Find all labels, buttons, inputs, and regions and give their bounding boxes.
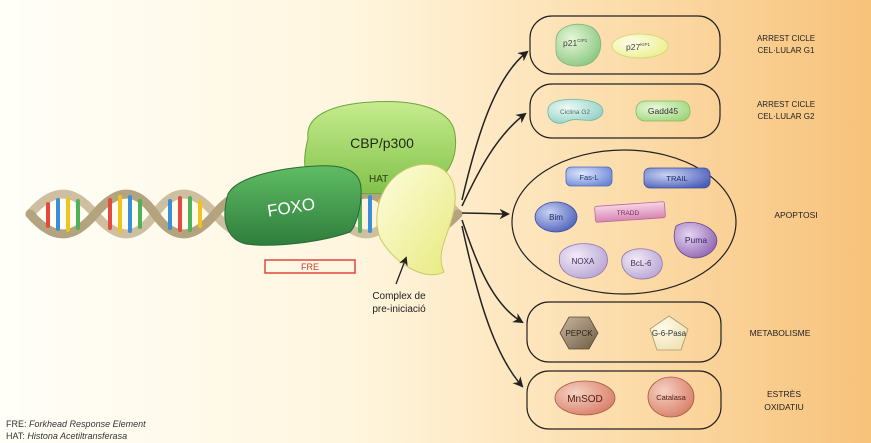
bcl-6-label: BcL-6 bbox=[630, 259, 652, 268]
puma-label: Puma bbox=[684, 235, 708, 245]
hat-label: HAT bbox=[369, 174, 389, 185]
group-estres-label-line1: ESTRÈS bbox=[766, 389, 802, 399]
protein-g6pasa bbox=[650, 316, 688, 350]
protein-mnsod bbox=[555, 381, 615, 415]
bim-label: Bim bbox=[549, 213, 563, 222]
gadd45-label: Gadd45 bbox=[647, 106, 679, 116]
arrow-to-g1 bbox=[462, 52, 527, 200]
catalasa-label: Catalasa bbox=[656, 393, 686, 402]
legend bbox=[6, 418, 146, 442]
cbp-p300-label: CBP/p300 bbox=[350, 135, 414, 151]
legend-hat-full: Histona Acetiltransferasa bbox=[27, 431, 128, 441]
tradd-label: TRADD bbox=[616, 210, 640, 217]
protein-fas-l bbox=[566, 167, 612, 186]
legend-fre-abbr: FRE: bbox=[6, 419, 27, 429]
legend-fre bbox=[6, 418, 146, 430]
protein-noxa bbox=[559, 244, 607, 279]
group-g1-label-line1: ARREST CICLE bbox=[756, 34, 816, 43]
foxo-label: FOXO bbox=[265, 194, 317, 221]
protein-bcl-6 bbox=[622, 249, 663, 279]
legend-hat-abbr: HAT: bbox=[6, 431, 25, 441]
group-apoptosi bbox=[512, 150, 818, 294]
protein-p21 bbox=[556, 24, 601, 66]
group-metabolisme bbox=[527, 302, 811, 362]
group-g2-arrest bbox=[530, 84, 815, 138]
target-arrows bbox=[462, 52, 527, 386]
ciclina-g2-label: Ciclina G2 bbox=[560, 109, 590, 116]
mnsod-label: MnSOD bbox=[567, 394, 603, 405]
arrow-to-apoptosi bbox=[462, 213, 508, 214]
fas-l-label: Fas-L bbox=[579, 173, 599, 182]
protein-puma bbox=[674, 222, 717, 258]
foxo-protein bbox=[225, 166, 361, 246]
arrow-to-estres bbox=[462, 226, 522, 386]
protein-pepck bbox=[560, 317, 598, 349]
protein-trail bbox=[644, 168, 710, 188]
g6pasa-label: G-6-Pasa bbox=[651, 329, 687, 338]
group-g1-arrest bbox=[530, 16, 815, 74]
legend-fre-full: Forkhead Response Element bbox=[29, 419, 146, 429]
group-apoptosi-label: APOPTOSI bbox=[774, 210, 818, 220]
fre-box bbox=[265, 260, 355, 273]
pepck-label: PEPCK bbox=[565, 329, 593, 338]
p27-main: p27 bbox=[626, 42, 641, 52]
noxa-label: NOXA bbox=[571, 257, 595, 266]
protein-bim bbox=[535, 202, 577, 232]
group-g1-label-line2: CEL·LULAR G1 bbox=[757, 46, 815, 55]
group-metabolisme-box bbox=[527, 302, 721, 362]
group-metabolisme-label: METABOLISME bbox=[749, 328, 811, 338]
p21-main: p21 bbox=[563, 38, 578, 48]
arrow-to-metabolisme bbox=[462, 220, 522, 322]
group-g2-label-line1: ARREST CICLE bbox=[756, 100, 816, 109]
p21-sup: CIP1 bbox=[577, 38, 588, 43]
protein-p27 bbox=[612, 34, 668, 58]
protein-tradd bbox=[595, 202, 666, 223]
legend-hat bbox=[6, 430, 146, 442]
group-estres-label-line2: OXIDATIU bbox=[764, 402, 804, 412]
p27-sup: KIP1 bbox=[640, 42, 650, 47]
complex-label-line2: pre-iniciació bbox=[372, 304, 426, 315]
complex-label-line1: Complex de bbox=[372, 291, 426, 302]
protein-ciclina-g2 bbox=[548, 99, 603, 123]
fre-box-label: FRE bbox=[301, 262, 319, 272]
protein-gadd45 bbox=[636, 101, 690, 121]
protein-catalasa bbox=[648, 377, 694, 417]
group-g2-label-line2: CEL·LULAR G2 bbox=[757, 112, 815, 121]
group-estres-oxidatiu bbox=[527, 371, 804, 429]
trail-label: TRAIL bbox=[666, 174, 688, 183]
